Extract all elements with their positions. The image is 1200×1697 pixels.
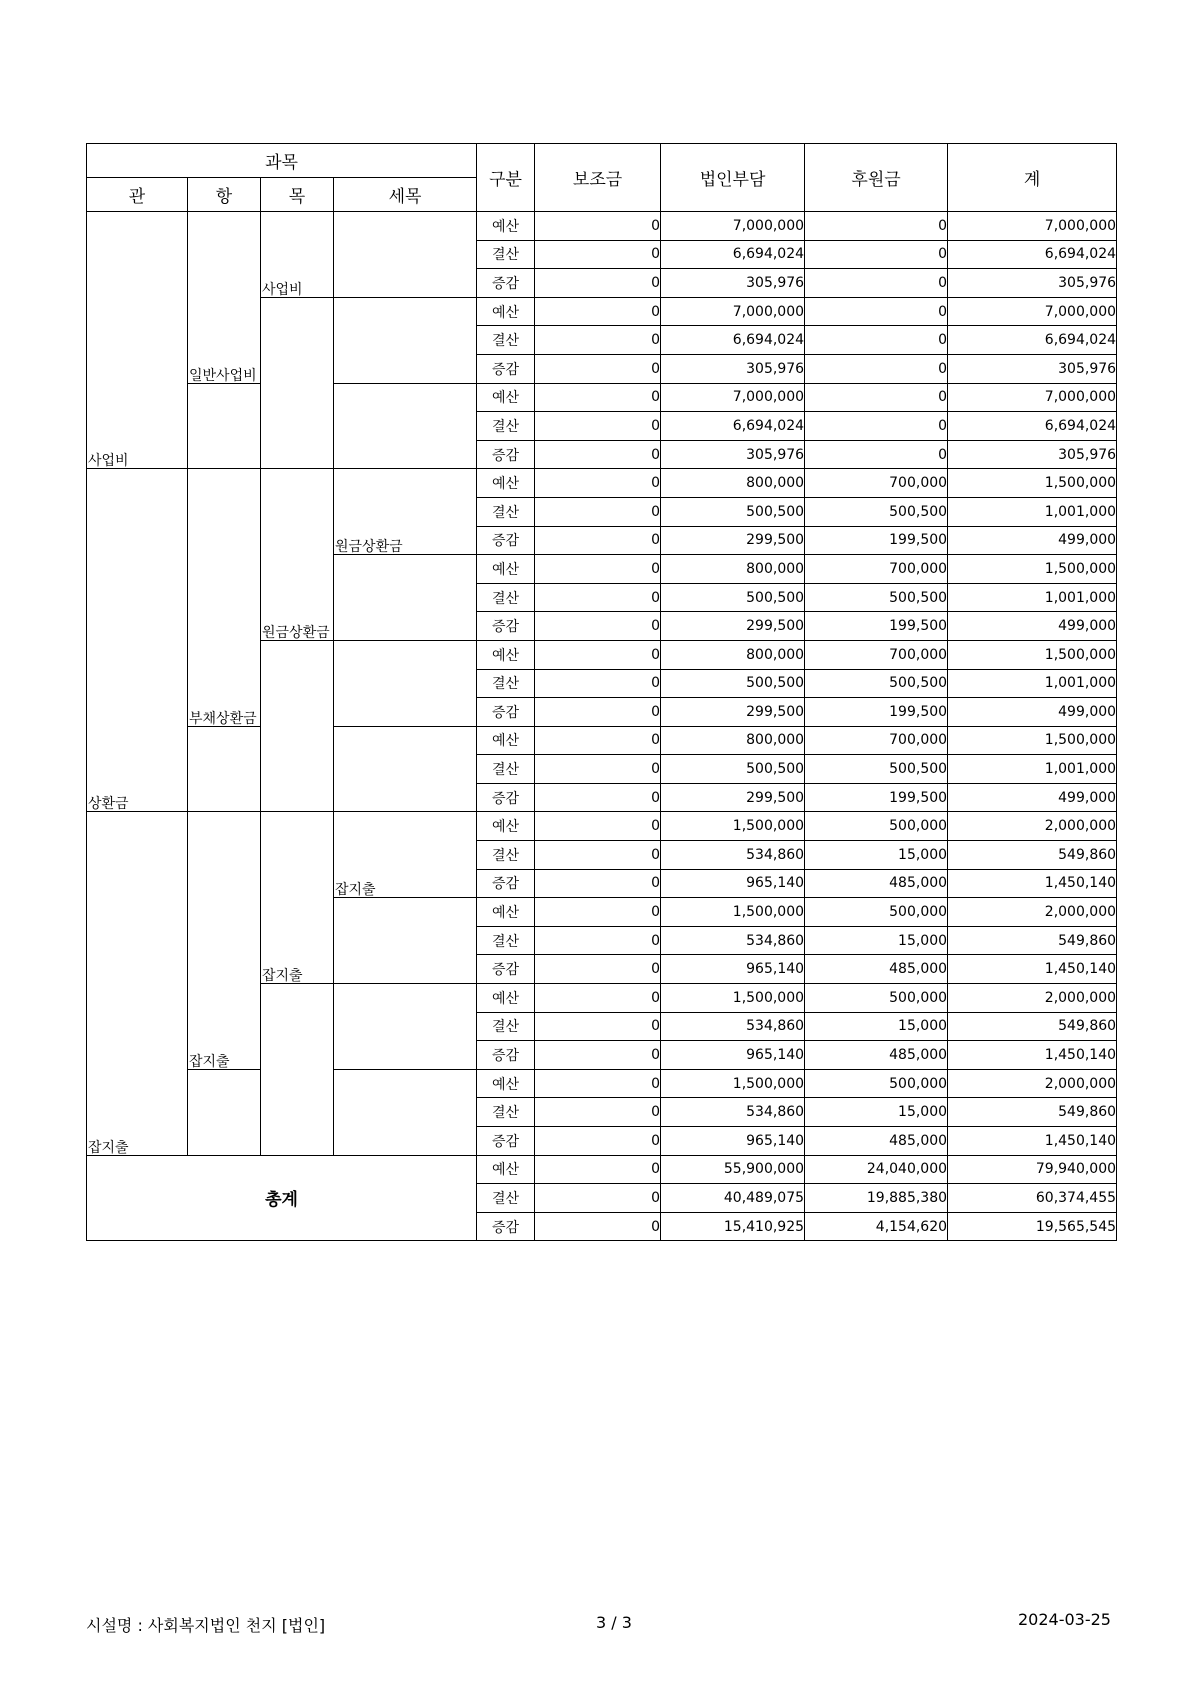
huwon-cell: 700,000 [805, 555, 948, 584]
total-cell: 1,001,000 [948, 669, 1117, 698]
bojogeum-cell: 0 [535, 612, 661, 641]
header-gwan: 관 [87, 178, 188, 212]
huwon-cell: 0 [805, 354, 948, 383]
beobin-cell: 6,694,024 [661, 326, 805, 355]
huwon-cell: 4,154,620 [805, 1212, 948, 1241]
account-semok-cell [334, 1069, 477, 1155]
huwon-cell: 485,000 [805, 955, 948, 984]
account-semok-cell [334, 297, 477, 383]
total-cell: 1,001,000 [948, 583, 1117, 612]
bojogeum-cell: 0 [535, 812, 661, 841]
gubun-cell: 예산 [477, 469, 535, 498]
total-cell: 305,976 [948, 440, 1117, 469]
account-semok-cell [334, 212, 477, 298]
gubun-cell: 증감 [477, 1127, 535, 1156]
header-gubun: 구분 [477, 144, 535, 212]
account-hang-cell: 부채상환금 [188, 469, 261, 726]
beobin-cell: 299,500 [661, 526, 805, 555]
total-cell: 6,694,024 [948, 412, 1117, 441]
bojogeum-cell: 0 [535, 841, 661, 870]
gubun-cell: 증감 [477, 955, 535, 984]
bojogeum-cell: 0 [535, 1069, 661, 1098]
gubun-cell: 예산 [477, 898, 535, 927]
gubun-cell: 증감 [477, 269, 535, 298]
bojogeum-cell: 0 [535, 269, 661, 298]
total-cell: 6,694,024 [948, 326, 1117, 355]
gubun-cell: 결산 [477, 841, 535, 870]
beobin-cell: 305,976 [661, 440, 805, 469]
bojogeum-cell: 0 [535, 955, 661, 984]
gubun-cell: 예산 [477, 726, 535, 755]
beobin-cell: 800,000 [661, 726, 805, 755]
bojogeum-cell: 0 [535, 926, 661, 955]
gubun-cell: 증감 [477, 440, 535, 469]
beobin-cell: 800,000 [661, 555, 805, 584]
account-mok-cell [261, 297, 334, 469]
beobin-cell: 500,500 [661, 497, 805, 526]
huwon-cell: 0 [805, 326, 948, 355]
total-cell: 1,450,140 [948, 1127, 1117, 1156]
total-cell: 549,860 [948, 1012, 1117, 1041]
bojogeum-cell: 0 [535, 783, 661, 812]
beobin-cell: 534,860 [661, 841, 805, 870]
huwon-cell: 500,500 [805, 583, 948, 612]
huwon-cell: 0 [805, 240, 948, 269]
total-label: 총계 [87, 1155, 477, 1241]
huwon-cell: 700,000 [805, 726, 948, 755]
total-cell: 1,500,000 [948, 726, 1117, 755]
gubun-cell: 결산 [477, 669, 535, 698]
bojogeum-cell: 0 [535, 583, 661, 612]
header-huwon: 후원금 [805, 144, 948, 212]
beobin-cell: 305,976 [661, 354, 805, 383]
header-beobin: 법인부담 [661, 144, 805, 212]
account-semok-cell: 원금상환금 [334, 469, 477, 555]
total-cell: 60,374,455 [948, 1184, 1117, 1213]
gubun-cell: 증감 [477, 1041, 535, 1070]
table-row [87, 1069, 1117, 1098]
huwon-cell: 500,000 [805, 898, 948, 927]
total-cell: 7,000,000 [948, 212, 1117, 241]
footer-facility-name: 시설명 : 사회복지법인 천지 [법인] [86, 1616, 326, 1635]
huwon-cell: 199,500 [805, 698, 948, 727]
total-cell: 499,000 [948, 783, 1117, 812]
bojogeum-cell: 0 [535, 640, 661, 669]
header-mok: 목 [261, 178, 334, 212]
account-semok-cell [334, 383, 477, 469]
total-cell: 1,450,140 [948, 1041, 1117, 1070]
gubun-cell: 결산 [477, 1098, 535, 1127]
gubun-cell: 예산 [477, 555, 535, 584]
gubun-cell: 결산 [477, 326, 535, 355]
gubun-cell: 예산 [477, 212, 535, 241]
gubun-cell: 증감 [477, 698, 535, 727]
gubun-cell: 결산 [477, 1012, 535, 1041]
account-semok-cell [334, 555, 477, 641]
beobin-cell: 534,860 [661, 926, 805, 955]
total-cell: 1,500,000 [948, 469, 1117, 498]
huwon-cell: 19,885,380 [805, 1184, 948, 1213]
account-semok-cell [334, 984, 477, 1070]
total-cell: 2,000,000 [948, 812, 1117, 841]
account-semok-cell [334, 898, 477, 984]
beobin-cell: 1,500,000 [661, 898, 805, 927]
huwon-cell: 0 [805, 297, 948, 326]
gubun-cell: 예산 [477, 640, 535, 669]
huwon-cell: 500,500 [805, 497, 948, 526]
huwon-cell: 0 [805, 383, 948, 412]
beobin-cell: 1,500,000 [661, 1069, 805, 1098]
gubun-cell: 결산 [477, 497, 535, 526]
huwon-cell: 700,000 [805, 469, 948, 498]
account-gwan-cell: 사업비 [87, 212, 188, 469]
bojogeum-cell: 0 [535, 898, 661, 927]
beobin-cell: 299,500 [661, 612, 805, 641]
beobin-cell: 965,140 [661, 869, 805, 898]
total-cell: 305,976 [948, 354, 1117, 383]
beobin-cell: 1,500,000 [661, 984, 805, 1013]
bojogeum-cell: 0 [535, 326, 661, 355]
huwon-cell: 15,000 [805, 841, 948, 870]
beobin-cell: 7,000,000 [661, 212, 805, 241]
header-hang: 항 [188, 178, 261, 212]
bojogeum-cell: 0 [535, 440, 661, 469]
header-gwamok: 과목 [87, 144, 477, 178]
bojogeum-cell: 0 [535, 469, 661, 498]
beobin-cell: 965,140 [661, 1041, 805, 1070]
total-cell: 1,001,000 [948, 497, 1117, 526]
bojogeum-cell: 0 [535, 698, 661, 727]
gubun-cell: 결산 [477, 755, 535, 784]
huwon-cell: 485,000 [805, 1127, 948, 1156]
bojogeum-cell: 0 [535, 297, 661, 326]
bojogeum-cell: 0 [535, 240, 661, 269]
beobin-cell: 40,489,075 [661, 1184, 805, 1213]
gubun-cell: 예산 [477, 383, 535, 412]
gubun-cell: 결산 [477, 583, 535, 612]
beobin-cell: 965,140 [661, 955, 805, 984]
huwon-cell: 500,000 [805, 984, 948, 1013]
gubun-cell: 예산 [477, 812, 535, 841]
huwon-cell: 500,000 [805, 812, 948, 841]
bojogeum-cell: 0 [535, 1041, 661, 1070]
account-hang-cell [188, 726, 261, 812]
beobin-cell: 534,860 [661, 1098, 805, 1127]
beobin-cell: 534,860 [661, 1012, 805, 1041]
bojogeum-cell: 0 [535, 1184, 661, 1213]
footer-page-number: 3 / 3 [596, 1613, 632, 1632]
table-row [87, 726, 1117, 755]
huwon-cell: 485,000 [805, 1041, 948, 1070]
table-row [87, 212, 1117, 241]
total-cell: 1,450,140 [948, 869, 1117, 898]
beobin-cell: 299,500 [661, 783, 805, 812]
account-hang-cell [188, 1069, 261, 1155]
account-mok-cell: 원금상환금 [261, 469, 334, 641]
total-cell: 549,860 [948, 926, 1117, 955]
bojogeum-cell: 0 [535, 354, 661, 383]
beobin-cell: 7,000,000 [661, 383, 805, 412]
total-cell: 305,976 [948, 269, 1117, 298]
table-row [87, 469, 1117, 498]
account-hang-cell: 일반사업비 [188, 212, 261, 384]
account-gwan-cell: 상환금 [87, 469, 188, 812]
gubun-cell: 예산 [477, 1155, 535, 1184]
huwon-cell: 15,000 [805, 1098, 948, 1127]
account-mok-cell: 사업비 [261, 212, 334, 298]
bojogeum-cell: 0 [535, 984, 661, 1013]
account-gwan-cell: 잡지출 [87, 812, 188, 1155]
bojogeum-cell: 0 [535, 1212, 661, 1241]
gubun-cell: 증감 [477, 612, 535, 641]
bojogeum-cell: 0 [535, 1012, 661, 1041]
total-cell: 2,000,000 [948, 984, 1117, 1013]
gubun-cell: 예산 [477, 984, 535, 1013]
huwon-cell: 485,000 [805, 869, 948, 898]
gubun-cell: 예산 [477, 297, 535, 326]
total-cell: 2,000,000 [948, 898, 1117, 927]
total-cell: 499,000 [948, 612, 1117, 641]
total-cell: 499,000 [948, 698, 1117, 727]
beobin-cell: 6,694,024 [661, 412, 805, 441]
gubun-cell: 결산 [477, 240, 535, 269]
table-row [87, 383, 1117, 412]
huwon-cell: 24,040,000 [805, 1155, 948, 1184]
total-cell: 499,000 [948, 526, 1117, 555]
footer-date: 2024-03-25 [1018, 1610, 1111, 1629]
gubun-cell: 증감 [477, 354, 535, 383]
huwon-cell: 0 [805, 440, 948, 469]
table-row [87, 812, 1117, 841]
header-bojogeum: 보조금 [535, 144, 661, 212]
bojogeum-cell: 0 [535, 1098, 661, 1127]
total-cell: 19,565,545 [948, 1212, 1117, 1241]
gubun-cell: 결산 [477, 412, 535, 441]
total-cell: 6,694,024 [948, 240, 1117, 269]
bojogeum-cell: 0 [535, 755, 661, 784]
beobin-cell: 6,694,024 [661, 240, 805, 269]
beobin-cell: 299,500 [661, 698, 805, 727]
total-cell: 2,000,000 [948, 1069, 1117, 1098]
account-semok-cell: 잡지출 [334, 812, 477, 898]
gubun-cell: 결산 [477, 1184, 535, 1213]
bojogeum-cell: 0 [535, 497, 661, 526]
total-cell: 1,001,000 [948, 755, 1117, 784]
beobin-cell: 500,500 [661, 583, 805, 612]
gubun-cell: 증감 [477, 869, 535, 898]
beobin-cell: 1,500,000 [661, 812, 805, 841]
huwon-cell: 199,500 [805, 612, 948, 641]
beobin-cell: 500,500 [661, 669, 805, 698]
huwon-cell: 199,500 [805, 526, 948, 555]
account-mok-cell [261, 640, 334, 812]
beobin-cell: 965,140 [661, 1127, 805, 1156]
huwon-cell: 15,000 [805, 1012, 948, 1041]
account-hang-cell [188, 383, 261, 469]
total-cell: 7,000,000 [948, 297, 1117, 326]
huwon-cell: 500,500 [805, 755, 948, 784]
beobin-cell: 800,000 [661, 469, 805, 498]
gubun-cell: 증감 [477, 783, 535, 812]
bojogeum-cell: 0 [535, 212, 661, 241]
huwon-cell: 700,000 [805, 640, 948, 669]
beobin-cell: 55,900,000 [661, 1155, 805, 1184]
bojogeum-cell: 0 [535, 526, 661, 555]
gubun-cell: 증감 [477, 1212, 535, 1241]
beobin-cell: 7,000,000 [661, 297, 805, 326]
account-hang-cell: 잡지출 [188, 812, 261, 1069]
huwon-cell: 0 [805, 412, 948, 441]
account-mok-cell [261, 984, 334, 1156]
gubun-cell: 결산 [477, 926, 535, 955]
header-total: 계 [948, 144, 1117, 212]
header-semok: 세목 [334, 178, 477, 212]
bojogeum-cell: 0 [535, 555, 661, 584]
budget-settlement-table [86, 143, 1117, 1241]
beobin-cell: 500,500 [661, 755, 805, 784]
total-cell: 79,940,000 [948, 1155, 1117, 1184]
total-cell: 7,000,000 [948, 383, 1117, 412]
beobin-cell: 15,410,925 [661, 1212, 805, 1241]
bojogeum-cell: 0 [535, 383, 661, 412]
total-row [87, 1155, 1117, 1184]
huwon-cell: 15,000 [805, 926, 948, 955]
total-cell: 1,500,000 [948, 640, 1117, 669]
total-cell: 1,450,140 [948, 955, 1117, 984]
bojogeum-cell: 0 [535, 669, 661, 698]
huwon-cell: 500,000 [805, 1069, 948, 1098]
bojogeum-cell: 0 [535, 1155, 661, 1184]
huwon-cell: 0 [805, 212, 948, 241]
account-semok-cell [334, 726, 477, 812]
beobin-cell: 305,976 [661, 269, 805, 298]
bojogeum-cell: 0 [535, 412, 661, 441]
beobin-cell: 800,000 [661, 640, 805, 669]
gubun-cell: 예산 [477, 1069, 535, 1098]
gubun-cell: 증감 [477, 526, 535, 555]
bojogeum-cell: 0 [535, 726, 661, 755]
huwon-cell: 0 [805, 269, 948, 298]
bojogeum-cell: 0 [535, 869, 661, 898]
huwon-cell: 199,500 [805, 783, 948, 812]
bojogeum-cell: 0 [535, 1127, 661, 1156]
total-cell: 1,500,000 [948, 555, 1117, 584]
huwon-cell: 500,500 [805, 669, 948, 698]
account-mok-cell: 잡지출 [261, 812, 334, 984]
total-cell: 549,860 [948, 1098, 1117, 1127]
account-semok-cell [334, 640, 477, 726]
total-cell: 549,860 [948, 841, 1117, 870]
